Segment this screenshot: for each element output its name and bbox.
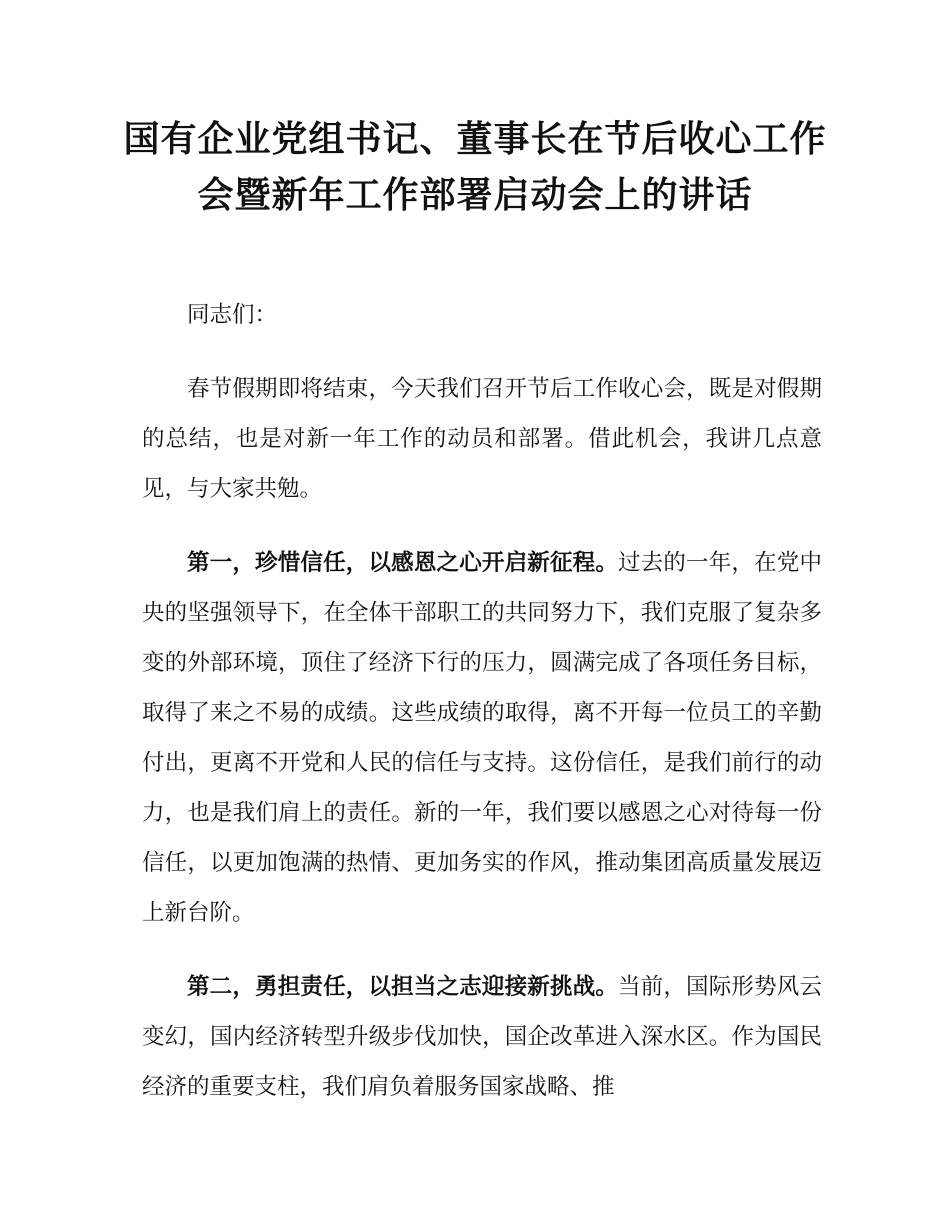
document-body — [142, 290, 822, 1112]
section-1-paragraph — [142, 538, 822, 938]
title-line-1: 国有企业党组书记、董事长在节后收心工作 — [123, 119, 827, 160]
intro-paragraph: 春节假期即将结束，今天我们召开节后工作收心会，既是对假期的总结，也是对新一年工作的动员和部署。借此机会，我讲几点意见，与大家共勉。 — [142, 376, 822, 502]
section-1-lead: 第一，珍惜信任，以感恩之心开启新征程。 — [187, 550, 618, 576]
section-2-paragraph — [142, 962, 822, 1112]
section-1-text: 过去的一年，在党中央的坚强领导下，在全体干部职工的共同努力下，我们克服了复杂多变的外部环境，顶住了经济下行的压力，圆满完成了各项任务目标，取得了来之不易的成绩。这些成绩的取得，离不开每一位员工的辛勤付出，更离不开党和人民的信任与支持。这份信任，是我们前行的动力，也是我们肩上的责任。新的一年，我们要以感恩之心对待每一份信任，以更加饱满的热情、更加务实的作风，推动集团高质量发展迈上新台阶。 — [142, 550, 822, 926]
section-2-text: 当前，国际形势风云变幻，国内经济转型升级步伐加快，国企改革进入深水区。作为国民经济的重要支柱，我们肩负着服务国家战略、推 — [142, 974, 822, 1100]
title-line-2: 会暨新年工作部署启动会上的讲话 — [197, 175, 753, 216]
document-title — [120, 112, 830, 224]
salutation: 同志们： — [187, 302, 278, 328]
section-2-lead: 第二，勇担责任，以担当之志迎接新挑战。 — [187, 974, 618, 1000]
